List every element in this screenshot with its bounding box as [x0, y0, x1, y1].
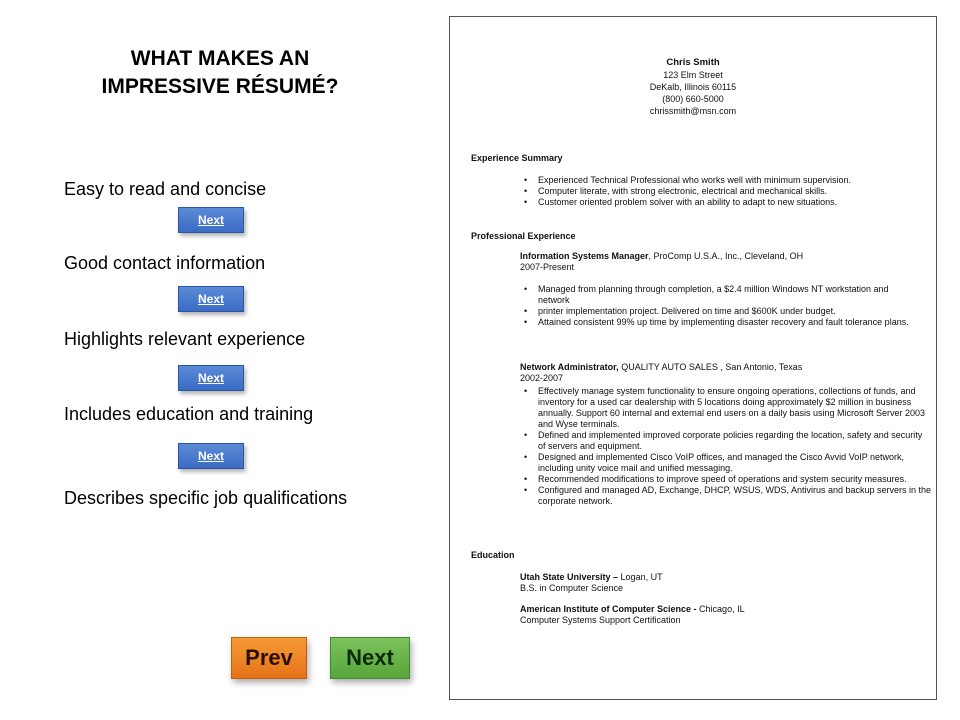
point-relevant-experience: Highlights relevant experience	[64, 329, 306, 349]
job-1-item: • Managed from planning through completion, a $2.4 million Windows NT workstation and network	[520, 284, 920, 306]
title-line-2: IMPRESSIVE RÉSUMÉ?	[101, 75, 339, 98]
next-button-2[interactable]: Next	[178, 286, 244, 312]
professional-heading: Professional Experience	[471, 231, 576, 241]
resume-name: Chris Smith	[666, 57, 720, 68]
job-1	[520, 251, 920, 273]
job-2-title: Network Administrator,	[520, 362, 619, 372]
job-2-company: QUALITY AUTO SALES , San Antonio, Texas	[618, 362, 803, 372]
job-1-company: , ProComp U.S.A., Inc., Cleveland, OH	[648, 251, 804, 261]
edu-1-location: Logan, UT	[618, 572, 663, 582]
edu-1-degree: B.S. in Computer Science	[520, 583, 624, 593]
job-1-item: • printer implementation project. Delivered on time and $600K under budget.	[520, 306, 920, 317]
edu-2-location: Chicago, IL	[696, 604, 745, 614]
resume-contact-header	[450, 57, 936, 117]
job-1-dates: 2007-Present	[520, 262, 575, 272]
summary-item: • Computer literate, with strong electronic, electrical and mechanical skills.	[520, 186, 930, 197]
edu-2-cert: Computer Systems Support Certification	[520, 615, 681, 625]
job-2-item: • Designed and implemented Cisco VoIP offices, and managed the Cisco Avvid VoIP network, including unity voice mail and unified messaging.	[520, 452, 932, 474]
next-button-4[interactable]: Next	[178, 443, 244, 469]
edu-2-school: American Institute of Computer Science -	[520, 604, 697, 614]
title-line-1: WHAT MAKES AN	[130, 47, 310, 70]
next-button-3[interactable]: Next	[178, 365, 244, 391]
prev-button[interactable]: Prev	[231, 637, 307, 679]
job-1-item: • Attained consistent 99% up time by implementing disaster recovery and fault tolerance plans.	[520, 317, 920, 328]
education-1	[520, 572, 920, 594]
job-1-list	[520, 284, 920, 328]
job-2-item: • Effectively manage system functionality to ensure ongoing operations, collections of funds, and inventory for a used car dealership with 5 locations doing approximately $2 million in business annually. Support 60 internal and external end users on a daily basis using Microsoft Server 2003 and Wyse terminals.	[520, 386, 932, 430]
resume-document	[449, 16, 937, 700]
summary-list	[520, 175, 930, 208]
resume-street: 123 Elm Street	[663, 70, 723, 80]
next-button[interactable]: Next	[330, 637, 410, 679]
job-2-item: • Configured and managed AD, Exchange, DHCP, WSUS, WDS, Antivirus and backup servers in the corporate network.	[520, 485, 932, 507]
resume-city: DeKalb, Illinois 60115	[649, 82, 737, 92]
job-2-list	[520, 386, 932, 507]
page-title	[60, 45, 380, 101]
education-2	[520, 604, 920, 626]
job-2-item: • Recommended modifications to improve speed of operations and system security measures.	[520, 474, 932, 485]
job-2	[520, 362, 920, 384]
point-job-qualifications: Describes specific job qualifications	[64, 488, 348, 508]
point-contact-information: Good contact information	[64, 253, 266, 273]
next-button-1[interactable]: Next	[178, 207, 244, 233]
job-1-title: Information Systems Manager	[520, 251, 649, 261]
education-heading: Education	[471, 550, 515, 560]
job-2-item: • Defined and implemented improved corporate policies regarding the location, safety and security of servers and equipment.	[520, 430, 932, 452]
summary-item: • Customer oriented problem solver with an ability to adapt to new situations.	[520, 197, 930, 208]
summary-heading: Experience Summary	[471, 153, 563, 163]
summary-item: • Experienced Technical Professional who works well with minimum supervision.	[520, 175, 930, 186]
point-education-training: Includes education and training	[64, 404, 314, 424]
resume-email: chrissmith@msn.com	[649, 106, 737, 116]
resume-phone: (800) 660-5000	[662, 94, 724, 104]
edu-1-school: Utah State University –	[520, 572, 619, 582]
job-2-dates: 2002-2007	[520, 373, 564, 383]
point-easy-to-read: Easy to read and concise	[64, 179, 267, 199]
